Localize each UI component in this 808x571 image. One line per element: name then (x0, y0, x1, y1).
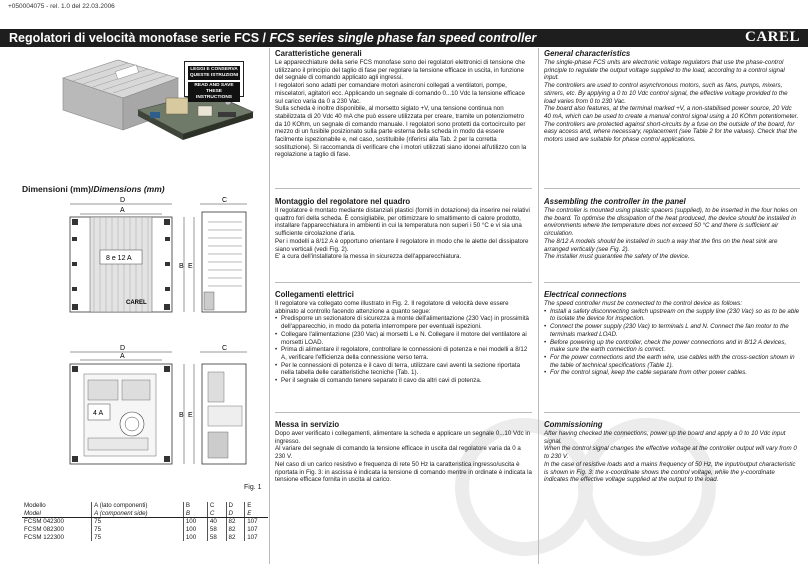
svg-text:4 A: 4 A (93, 410, 104, 417)
table-header-row: Modello A (lato componenti) B C D E (22, 502, 268, 510)
read-instructions-warning: LEGGI E CONSERVA QUESTE ISTRUZIONI READ AND SAVE THESE INSTRUCTIONS (184, 61, 244, 97)
list-item: • For the power connections and the earth wire, use cables with the cross-section shown in the table of technical specifications (Table 1). (550, 354, 800, 369)
list-item: • Per il segnale di comando tenere separato il cavo da altri cavi di potenza. (281, 377, 532, 385)
it-commissioning-section: Messa in servizio Dopo aver verificato i collegamenti, alimentare la scheda e applicare un segnale 0...10 Vdc in ingresso. Al variare del segnale di comando la tensione efficace in uscita dal regolatore varia da 0 a 230 V. Nel caso di un carico resistivo e frequenza di rete 50 Hz la caratteristica ingresso/uscita è riportata in Fig. 3: in ascissa è indicata la tensione di comando mentre in ordinate è indicata la tensione efficace fornita in uscita al carico. (275, 420, 532, 484)
section-divider (275, 282, 532, 283)
table-header-row-en: Model A (component side) B C D E (22, 510, 268, 518)
section-title: Montaggio del regolatore nel quadro (275, 197, 411, 206)
list-item: • Before powering up the controller, check the power connections and in 8/12 A devices, make sure the earth connection is correct. (550, 339, 800, 354)
list-item: • Per le connessioni di potenza e il cavo di terra, utilizzare cavi aventi la sezione riportata nella tabella delle caratteristiche tecniche (Tab. 1). (281, 362, 532, 377)
it-mounting-section: Montaggio del regolatore nel quadro Il regolatore è montato mediante distanziali plastici (forniti in dotazione) da inserire nei relativi quattro fori della scheda. È consigliabile, per ottimizzare lo smaltimento di calore prodotto, installare l'apparecchiatura in ambienti in cui la temperatura non superi i 50 °C e vi sia una sufficiente circolazione d'aria. Per i modelli a 8/12 A è opportuno orientare il regolatore in modo che le alette del dissipatore siano verticali (vedi Fig. 2). E' a cura dell'installatore la messa in sicurezza dell'apparecchiatura. (275, 197, 532, 261)
section-title: Collegamenti elettrici (275, 290, 354, 299)
svg-text:8 e 12 A: 8 e 12 A (106, 255, 132, 262)
section-title: Assembling the controller in the panel (544, 197, 686, 206)
en-electrical-section: Electrical connections The speed controller must be connected to the control device as follows: • Install a safety disconnecting switch upstream on the supply line (230 Vac) so as to be able to isolate the device for inspection. • Connect the power supply (230 Vac) to terminals L and N. Connect the fan motor to the terminals marked LOAD. • Before powering up the controller, check the power connections and in 8/12 A devices, make sure the earth connection is correct. • For the power connections and the earth wire, use cables with the cross-section shown in the table of technical specifications (Table 1). • For the control signal, keep the cable separate from other power cables. (544, 290, 800, 377)
table-row: FCSM 122300 75 100 58 82 107 (22, 533, 268, 541)
section-title: Caratteristiche generali (275, 49, 362, 58)
en-mounting-section: Assembling the controller in the panel The controller is mounted using plastic spacers (supplied), to be inserted in the four holes on the board. To optimise the dissipation of the heat produced, the device should be installed in environments where the temperature does not exceed 50 °C and there is sufficient air circulation. The 8/12 A models should be installed in such a way that the fins on the heat sink are arranged vertically (see Fig. 2). The installer must guarantee the safety of the device. (544, 197, 800, 261)
svg-text:E: E (188, 412, 193, 419)
section-title: Electrical connections (544, 290, 627, 299)
bullet-list (275, 315, 532, 384)
table-row: FCSM 042300 75 100 40 82 107 (22, 518, 268, 526)
title-banner (0, 29, 808, 47)
document-reference: +050004075 - rel. 1.0 del 22.03.2006 (8, 3, 115, 10)
section-divider (275, 188, 532, 189)
dimensions-title: Dimensioni (mm)/Dimensions (mm) (22, 184, 165, 194)
column-divider (269, 48, 270, 564)
it-general-section: Caratteristiche generali Le apparecchiature della serie FCS monofase sono dei regolatori elettronici di tensione che utilizzano il principio del taglio di fase per regolare la tensione efficace in uscita, in funzione del segnale di comando applicato agli ingressi. I regolatori sono adatti per comandare motori asincroni collegati a ventilatori, pompe, miscelatori, agitatori ecc. Applicando un segnale di comando 0...10 Vdc la tensione efficace sul carico varia da 0 a 230 Vac. Sulla scheda è inoltre disponibile, al morsetto siglato +V, una tensione continua non stabilizzata di 20 Vdc 40 mA che può essere utilizzata per creare, tramite un potenziometro da 10 KOhm, un segnale di comando manuale. I regolatori sono protetti da cortocircuito per mezzo di un fusibile posizionato sulla parte esterna della scheda in modo da essere facilmente ispezionabile e, nel caso, sostituibile (riferirsi alla Tab. 2 per la corretta sostituzione). Si raccomanda di verificare che i motori utilizzati siano idonei all'utilizzo con la regolazione a taglio di fase. (275, 49, 532, 159)
svg-text:A: A (120, 207, 125, 214)
carel-logo: CAREL (744, 29, 800, 45)
svg-text:B: B (179, 263, 184, 270)
dimensions-drawing (22, 192, 272, 492)
en-commissioning-section: Commissioning After having checked the connections, power up the board and apply a 0 to 10 Vdc input signal. When the control signal changes the effective voltage at the controller output will vary from 0 to 230 V. In the case of resistive loads and a mains frequency of 50 Hz, the input/output characteristic is shown in Fig. 3: the x-coordinate shows the control voltage, while the y-coordinate indicates the effective voltage supplied at the output to the load. (544, 420, 800, 484)
section-divider (544, 188, 800, 189)
it-electrical-section: Collegamenti elettrici Il regolatore va collegato come illustrato in Fig. 2. Il regolatore di velocità deve essere abbinato al controllo facendo attenzione a quanto segue: • Predisporre un sezionatore di sicurezza a monte dell'alimentazione (230 Vac) in prossimità dell'apparecchio, in modo da poterla interrompere per eventuali ispezioni. • Collegare l'alimentazione (230 Vac) ai morsetti L e N. Collegare il motore del ventilatore ai morsetti LOAD. • Prima di alimentare il regolatore, controllare le connessioni di potenza e nei modelli a 8/12 A, verificare l'efficienza della connessione verso terra. • Per le connessioni di potenza e il cavo di terra, utilizzare cavi aventi la sezione riportata nella tabella delle caratteristiche tecniche (Tab. 1). • Per il segnale di comando tenere separato il cavo da altri cavi di potenza. (275, 290, 532, 385)
svg-text:B: B (179, 412, 184, 419)
list-item: • Prima di alimentare il regolatore, controllare le connessioni di potenza e nei modelli a 8/12 A, verificare l'efficienza della connessione verso terra. (281, 346, 532, 361)
section-divider (275, 412, 532, 413)
models-table (22, 502, 268, 541)
section-divider (544, 282, 800, 283)
svg-text:CAREL: CAREL (126, 300, 147, 306)
svg-text:D: D (120, 345, 126, 352)
list-item: • Install a safety disconnecting switch upstream on the supply line (230 Vac) so as to be able to isolate the device for inspection. (550, 308, 800, 323)
section-title: Commissioning (544, 420, 603, 429)
list-item: • Connect the power supply (230 Vac) to terminals L and N. Connect the fan motor to the terminals marked LOAD. (550, 323, 800, 338)
column-divider (538, 48, 539, 564)
list-item: • Collegare l'alimentazione (230 Vac) ai morsetti L e N. Collegare il motore del ventilatore ai morsetti LOAD. (281, 331, 532, 346)
svg-text:C: C (222, 345, 228, 352)
section-divider (544, 412, 800, 413)
section-title: General characteristics (544, 49, 631, 58)
svg-text:D: D (120, 197, 126, 204)
bullet-list (544, 308, 800, 377)
svg-text:C: C (222, 197, 228, 204)
en-general-section: General characteristics The single-phase FCS units are electronic voltage regulators that use the phase-control principle to regulate the output voltage supplied to the load, according to a control signal input. The controllers are used to control asynchronous motors, such as fans, pumps, mixers, stirrers, etc. By applying a 0 to 10 Vdc control signal, the effective voltage provided to the load varies from 0 to 230 Vac. The board also features, at the terminal marked +V, a non-stabilised power source, 20 Vdc 40 mA, which can be used to create a manual control signal using a 10 KOhm potentiometer. The controllers are protected against short-circuits by a fuse on the outside of the board, for easy access and, where necessary, replacement (see Table 2 for the values). Check that the motors used are suitable for phase control applications. (544, 49, 799, 144)
list-item: • Predisporre un sezionatore di sicurezza a monte dell'alimentazione (230 Vac) in prossimità dell'apparecchio, in modo da poterla interrompere per eventuali ispezioni. (281, 315, 532, 330)
svg-text:E: E (188, 263, 193, 270)
svg-text:A: A (120, 353, 125, 360)
figure-label: Fig. 1 (244, 484, 262, 491)
section-title: Messa in servizio (275, 420, 340, 429)
page-title: Regolatori di velocità monofase serie FCS / FCS series single phase fan speed controller (9, 31, 537, 45)
table-row: FCSM 082300 75 100 58 82 107 (22, 526, 268, 534)
list-item: • For the control signal, keep the cable separate from other power cables. (550, 369, 800, 377)
